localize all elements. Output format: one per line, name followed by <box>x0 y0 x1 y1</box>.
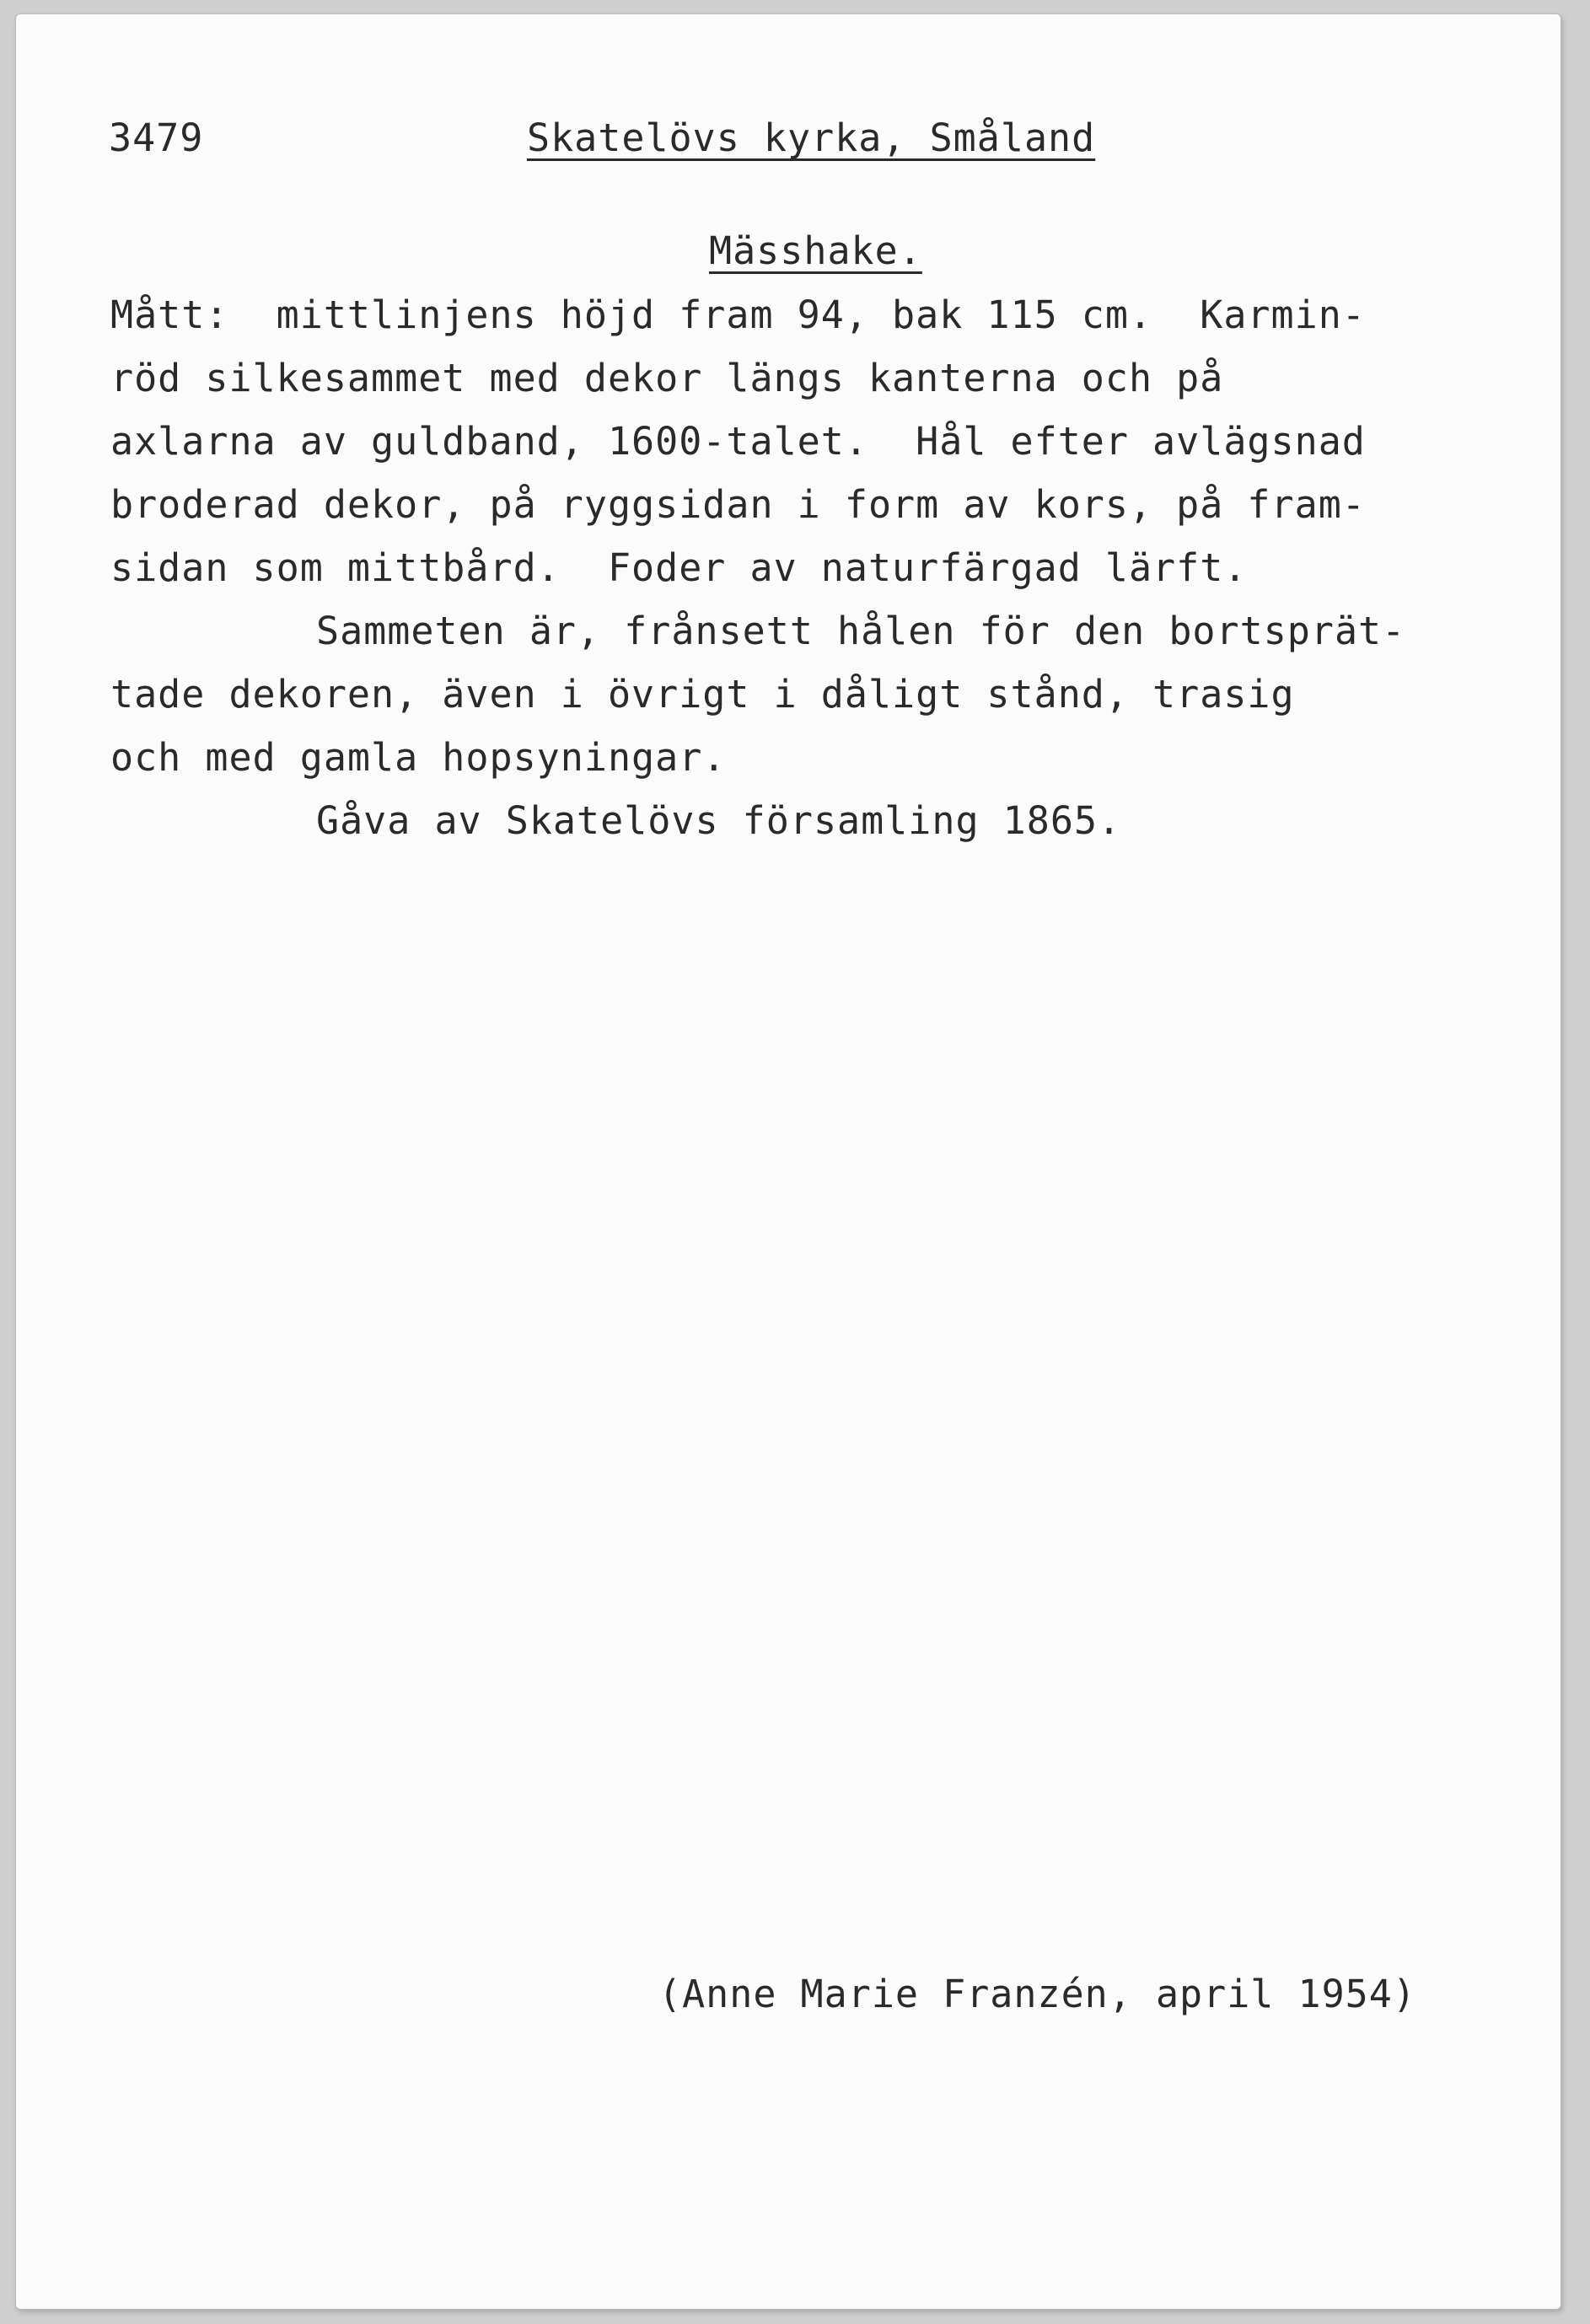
provenance-line: Gåva av Skatelövs församling 1865. <box>316 798 1122 843</box>
condition-line: Sammeten är, frånsett hålen för den bortsprät- <box>316 609 1406 653</box>
condition-line: tade dekoren, även i övrigt i dåligt stånd, trasig <box>110 672 1295 717</box>
object-title: Mässhake. <box>709 228 922 273</box>
description-line: broderad dekor, på ryggsidan i form av kors, på fram- <box>110 482 1366 527</box>
catalog-card <box>15 13 1561 2310</box>
description-line: axlarna av guldband, 1600-talet. Hål efter avlägsnad <box>110 419 1366 464</box>
description-line: sidan som mittbård. Foder av naturfärgad lärft. <box>110 545 1248 590</box>
description-line: Mått: mittlinjens höjd fram 94, bak 115 cm. Karmin- <box>110 293 1366 337</box>
description-line: röd silkesammet med dekor längs kanterna och på <box>110 356 1224 400</box>
location-heading: Skatelövs kyrka, Småland <box>527 115 1096 160</box>
author-signature: (Anne Marie Franzén, april 1954) <box>658 1972 1416 2016</box>
condition-line: och med gamla hopsyningar. <box>110 735 727 780</box>
catalog-number: 3479 <box>109 115 204 160</box>
